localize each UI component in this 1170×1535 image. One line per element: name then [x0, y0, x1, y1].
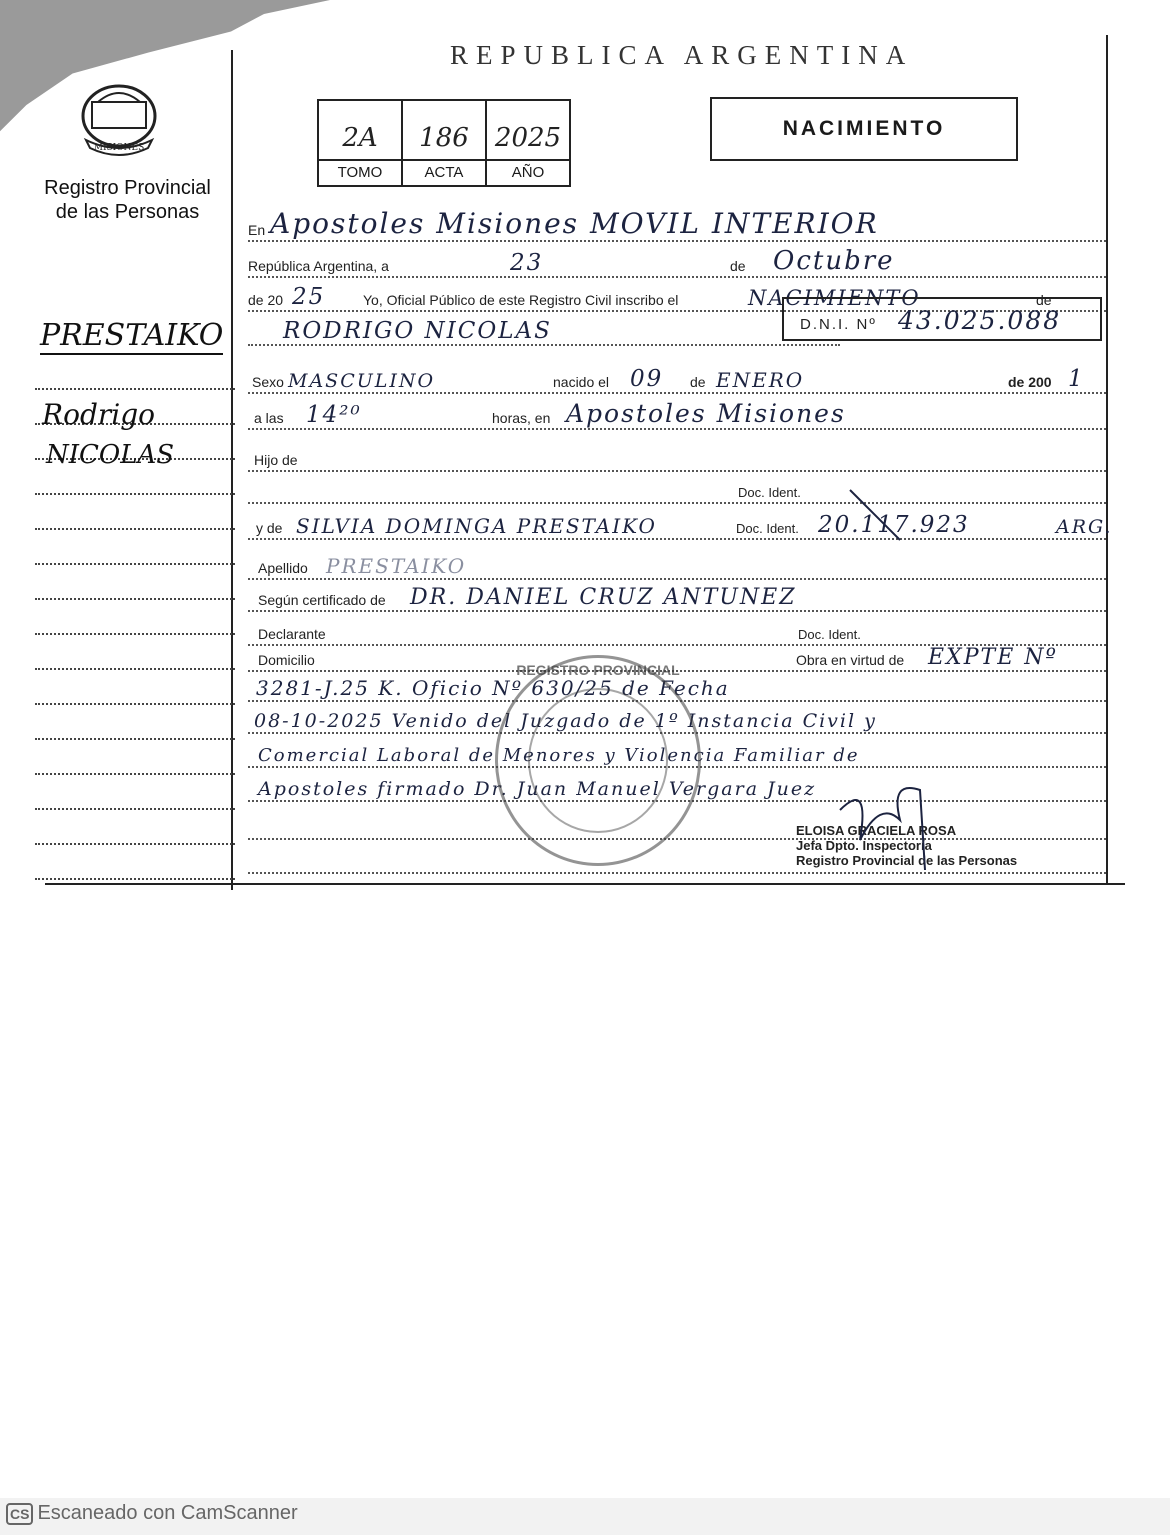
right-rule — [1106, 35, 1108, 885]
birth-month-value: ENERO — [716, 368, 805, 392]
note-line-4: Apostoles firmado Dr. Juan Manuel Vergara Juez — [248, 770, 1106, 802]
place-value: Apostoles Misiones MOVIL INTERIOR — [270, 207, 879, 240]
svg-text:MISIONES: MISIONES — [93, 143, 145, 153]
sex-value: MASCULINO — [288, 370, 436, 392]
dni-value: 43.025.088 — [898, 306, 1062, 335]
signature-icon — [830, 480, 950, 880]
obra-value: EXPTE Nº — [928, 645, 1058, 670]
torn-corner — [0, 0, 330, 175]
mother-doc-value: 20.117.923 — [818, 512, 970, 538]
official-name: ELOISA GRACIELA ROSA — [796, 823, 957, 838]
note-line-3: Comercial Laboral de Menores y Violencia Familiar de — [248, 736, 1106, 768]
note-line-1: 3281-J.25 K. Oficio Nº 630/25 de Fecha — [248, 670, 1106, 702]
row-year: de 20 25 Yo, Oficial Público de este Registro Civil inscribo el NACIMIENTO de — [248, 280, 1106, 312]
registry-name: Registro Provincial de las Personas — [44, 177, 211, 223]
book-reference — [317, 99, 571, 187]
anio-label: AÑO — [487, 159, 569, 185]
row-parent-1: Hijo de — [248, 440, 1106, 472]
official-stamp: REGISTRO PROVINCIAL — [495, 655, 701, 866]
hour-value: 14²⁰ — [306, 402, 362, 428]
mother-value: SILVIA DOMINGA PRESTAIKO — [296, 514, 657, 538]
acta-value: 186 — [419, 123, 469, 153]
year-value: 25 — [292, 284, 326, 310]
row-time-place: a las 14²⁰ horas, en Apostoles Misiones — [248, 398, 1106, 430]
row-parent-1-doc: Doc. Ident. — [248, 472, 1106, 504]
tomo-label: TOMO — [319, 159, 401, 185]
birth-place-value: Apostoles Misiones — [566, 399, 846, 428]
bottom-rule — [45, 883, 1125, 885]
note-line-2: 08-10-2025 Venido del Juzgado de 1º Instancia Civil y — [248, 702, 1106, 734]
anio-cell — [485, 101, 569, 185]
name-value: RODRIGO NICOLAS — [283, 318, 552, 344]
row-sex-birth: Sexo MASCULINO nacido el 09 de ENERO de 200 1 — [248, 362, 1106, 394]
tomo-value: 2A — [342, 123, 378, 153]
row-mother: y de SILVIA DOMINGA PRESTAIKO Doc. Ident. 20.117.923 ARG. — [248, 508, 1106, 540]
birth-day-value: 09 — [630, 366, 664, 392]
row-declarant: Declarante Doc. Ident. — [248, 614, 1106, 646]
record-type: NACIMIENTO — [710, 97, 1018, 161]
mother-doc-suffix: ARG. — [1056, 516, 1113, 538]
acto-value: NACIMIENTO — [748, 286, 921, 310]
scanner-footer — [0, 1498, 1170, 1535]
camscanner-logo-icon: CS — [6, 1503, 33, 1525]
provincial-seal-icon — [78, 78, 160, 158]
surname-value: PRESTAIKO — [326, 554, 467, 578]
month-value: Octubre — [773, 246, 895, 276]
acta-cell — [401, 101, 485, 185]
margin-surname: PRESTAIKO — [40, 318, 224, 353]
anio-value: 2025 — [494, 123, 562, 153]
margin-lines — [35, 355, 235, 880]
doctor-value: DR. DANIEL CRUZ ANTUNEZ — [410, 585, 797, 610]
birth-year-value: 1 — [1068, 366, 1085, 392]
margin-name-2: NICOLAS — [46, 440, 175, 470]
tomo-cell — [319, 101, 401, 185]
dni-box: D.N.I. Nº 43.025.088 — [782, 297, 1102, 341]
acta-label: ACTA — [403, 159, 485, 185]
page-title: REPUBLICA ARGENTINA — [450, 40, 914, 70]
row-place: En Apostoles Misiones MOVIL INTERIOR — [248, 210, 1106, 242]
official-title: Jefa Dpto. Inspectoría — [796, 838, 932, 853]
day-value: 23 — [510, 250, 544, 276]
row-date: República Argentina, a 23 de Octubre — [248, 246, 1106, 278]
margin-name-1: Rodrigo — [42, 398, 155, 431]
row-name — [248, 314, 840, 346]
row-certificate: Según certificado de DR. DANIEL CRUZ ANTUNEZ — [248, 580, 1106, 612]
official-org: Registro Provincial de las Personas — [796, 853, 1018, 868]
row-surname: Apellido PRESTAIKO — [248, 548, 1106, 580]
row-domicile: Domicilio Obra en virtud de EXPTE Nº — [248, 640, 1106, 672]
scanner-footer-text: Escaneado con CamScanner — [37, 1502, 298, 1524]
